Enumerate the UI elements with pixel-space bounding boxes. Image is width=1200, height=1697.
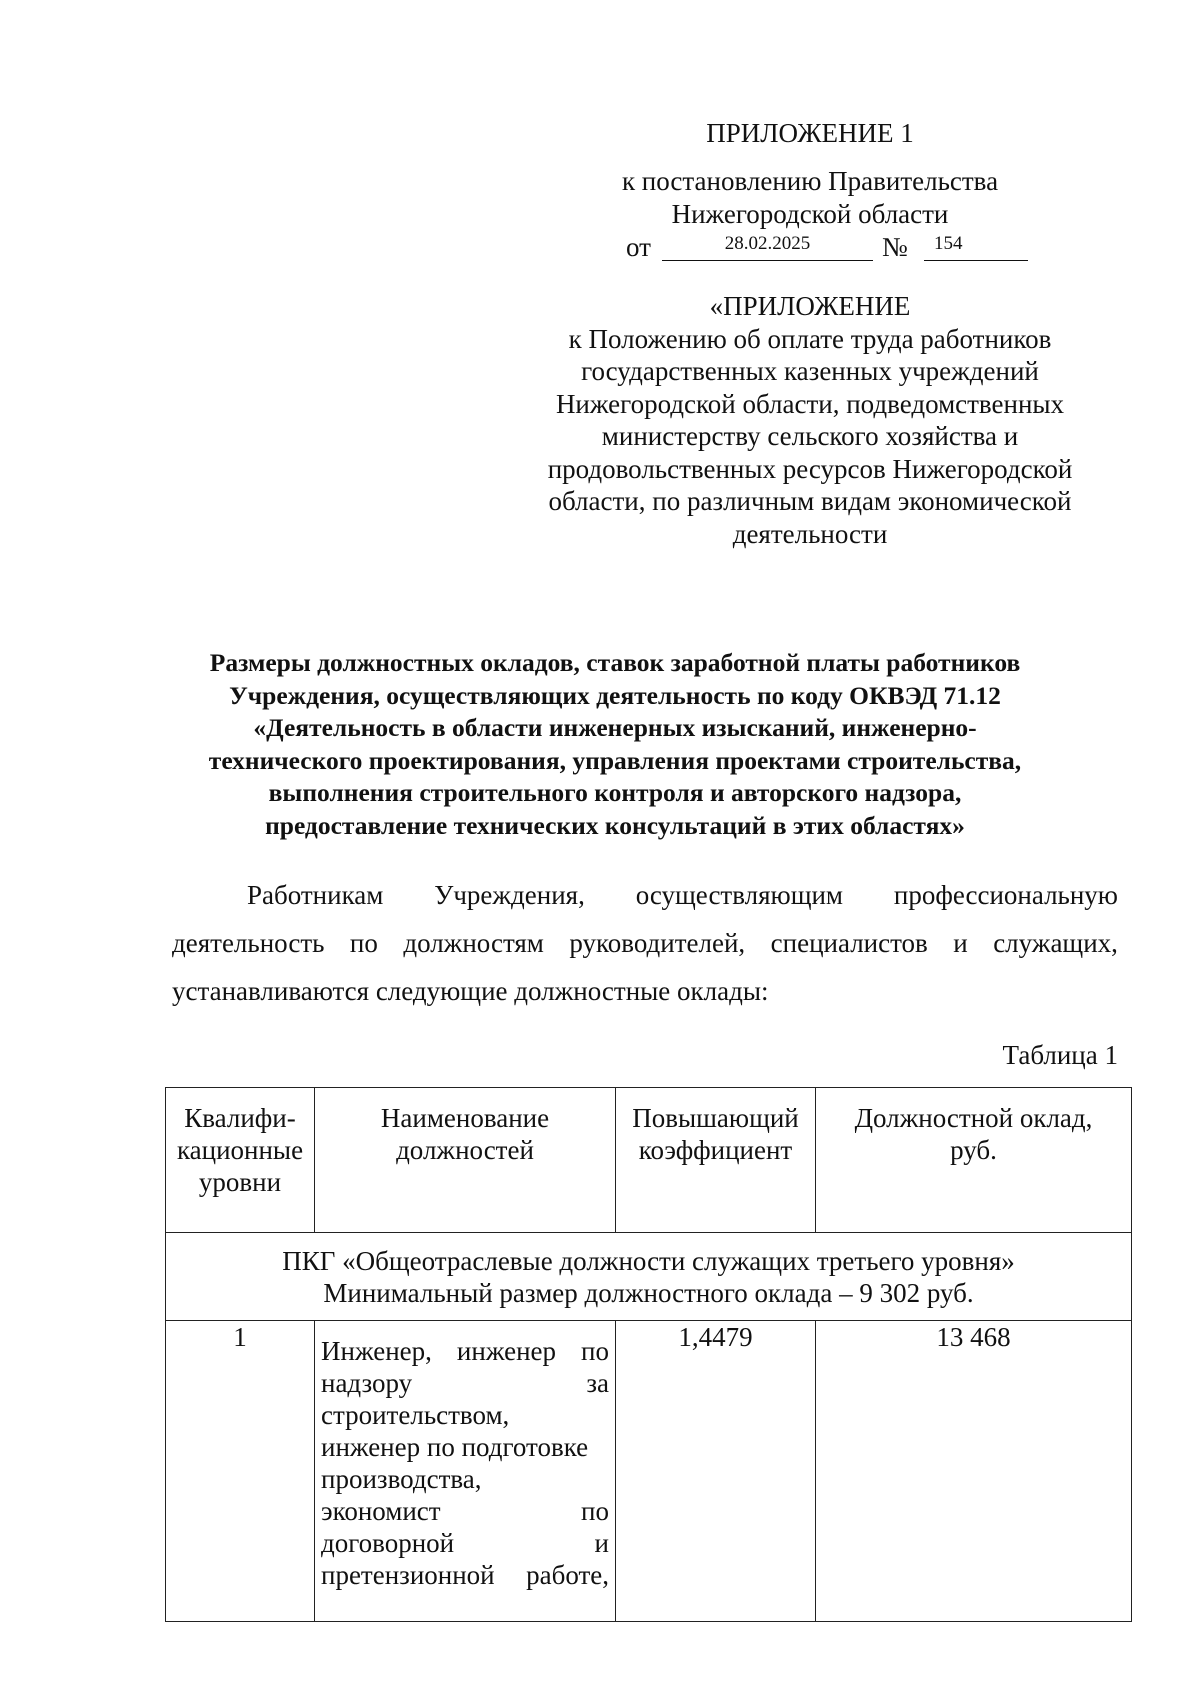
- decree-date: 28.02.2025: [724, 233, 811, 254]
- word: профессиональную: [893, 880, 1118, 910]
- position-line: [321, 1431, 609, 1463]
- position-line: [321, 1463, 609, 1495]
- group-title: ПКГ «Общеотраслевые должности служащих третьего уровня»: [282, 1245, 1015, 1276]
- annex-line: к Положению об оплате труда работников: [568, 323, 1052, 354]
- word: по: [581, 1336, 609, 1366]
- word: строительством,: [321, 1400, 510, 1430]
- position-line: [321, 1495, 609, 1527]
- header-coefficient: [616, 1088, 816, 1233]
- word: осуществляющим: [635, 880, 844, 910]
- word: должностям: [403, 928, 544, 958]
- paragraph-line-2: [172, 928, 1118, 959]
- number-sign: №: [882, 232, 908, 262]
- position-line: [321, 1527, 609, 1559]
- date-prefix: от: [626, 232, 651, 262]
- annex-line: «ПРИЛОЖЕНИЕ: [709, 291, 911, 321]
- header-text: Повышающий: [632, 1103, 799, 1133]
- word: производства,: [321, 1464, 482, 1494]
- table-header-row: [166, 1088, 1132, 1233]
- annex-line: деятельности: [732, 518, 888, 549]
- header-text: руб.: [950, 1135, 997, 1165]
- decree-date-number-line: [626, 230, 1066, 266]
- word: за: [586, 1368, 609, 1398]
- decree-reference-line-1: к постановлению Правительства: [621, 166, 999, 196]
- annex-line: Нижегородской области, подведомственных: [555, 388, 1065, 419]
- qualification-level-cell: 1: [166, 1321, 315, 1622]
- word: и: [594, 1528, 609, 1558]
- title-line: выполнения строительного контроля и авторского надзора,: [268, 778, 962, 807]
- annex-to-regulation: [530, 290, 1090, 550]
- header-text: Должностной оклад,: [854, 1103, 1093, 1133]
- salary-table: [165, 1087, 1132, 1622]
- header-text: Квалифи-: [184, 1103, 296, 1133]
- annex-line: продовольственных ресурсов Нижегородской: [547, 453, 1073, 484]
- header-text: уровни: [198, 1167, 282, 1197]
- title-line: «Деятельность в области инженерных изысканий, инженерно-: [253, 713, 977, 742]
- annex-line: государственных казенных учреждений: [581, 356, 1039, 386]
- position-line: [321, 1399, 609, 1431]
- header-text: коэффициент: [638, 1135, 793, 1165]
- decree-number: 154: [934, 233, 963, 254]
- coefficient-cell: 1,4479: [616, 1321, 816, 1622]
- word: и: [953, 928, 968, 958]
- word: Работникам: [247, 880, 384, 910]
- position-line: [321, 1367, 609, 1399]
- number-field: [924, 230, 1028, 261]
- table-caption: Таблица 1: [1002, 1040, 1118, 1070]
- word: служащих,: [993, 928, 1118, 958]
- header-qualification-levels: [166, 1088, 315, 1233]
- word: работе,: [526, 1560, 609, 1590]
- title-line: Размеры должностных окладов, ставок заработной платы работников: [209, 648, 1021, 677]
- appendix-title: ПРИЛОЖЕНИЕ 1: [706, 118, 914, 148]
- word: Инженер,: [321, 1336, 432, 1366]
- word: инженер: [456, 1336, 557, 1366]
- word: специалистов: [770, 928, 928, 958]
- annex-line: министерству сельского хозяйства и: [601, 421, 1019, 451]
- word: экономист: [321, 1496, 441, 1526]
- word: деятельность: [172, 928, 325, 958]
- table-row: [166, 1321, 1132, 1622]
- group-description: [166, 1233, 1132, 1321]
- header-text: кационные: [176, 1135, 304, 1165]
- date-field: [662, 230, 873, 261]
- position-line: [321, 1335, 609, 1367]
- word: договорной: [321, 1528, 455, 1558]
- word: Учреждения,: [434, 880, 585, 910]
- title-line: технического проектирования, управления проектами строительства,: [208, 745, 1022, 775]
- paragraph-line-3: устанавливаются следующие должностные оклады:: [172, 976, 769, 1006]
- header-text: Наименование: [380, 1103, 550, 1133]
- position-line: [321, 1559, 609, 1591]
- table-group-row: [166, 1233, 1132, 1321]
- group-min-salary: Минимальный размер должностного оклада – 9 302 руб.: [323, 1277, 974, 1308]
- header-position-names: [315, 1088, 616, 1233]
- header-salary: [816, 1088, 1132, 1233]
- document-title: [120, 647, 1110, 842]
- positions-cell: [315, 1321, 616, 1622]
- title-line: Учреждения, осуществляющих деятельность по коду ОКВЭД 71.12: [229, 680, 1001, 710]
- word: по: [349, 928, 378, 958]
- title-line: предоставление технических консультаций в этих областях»: [265, 810, 965, 840]
- word: по: [581, 1496, 609, 1526]
- paragraph-line-1: [247, 880, 1118, 911]
- word: претензионной: [321, 1560, 495, 1590]
- word: руководителей,: [569, 928, 746, 958]
- decree-reference-line-2: Нижегородской области: [671, 199, 949, 229]
- salary-cell: 13 468: [816, 1321, 1132, 1622]
- annex-line: области, по различным видам экономической: [548, 486, 1072, 516]
- word: надзору: [321, 1368, 413, 1398]
- word: инженер по подготовке: [321, 1432, 589, 1462]
- header-text: должностей: [396, 1135, 534, 1165]
